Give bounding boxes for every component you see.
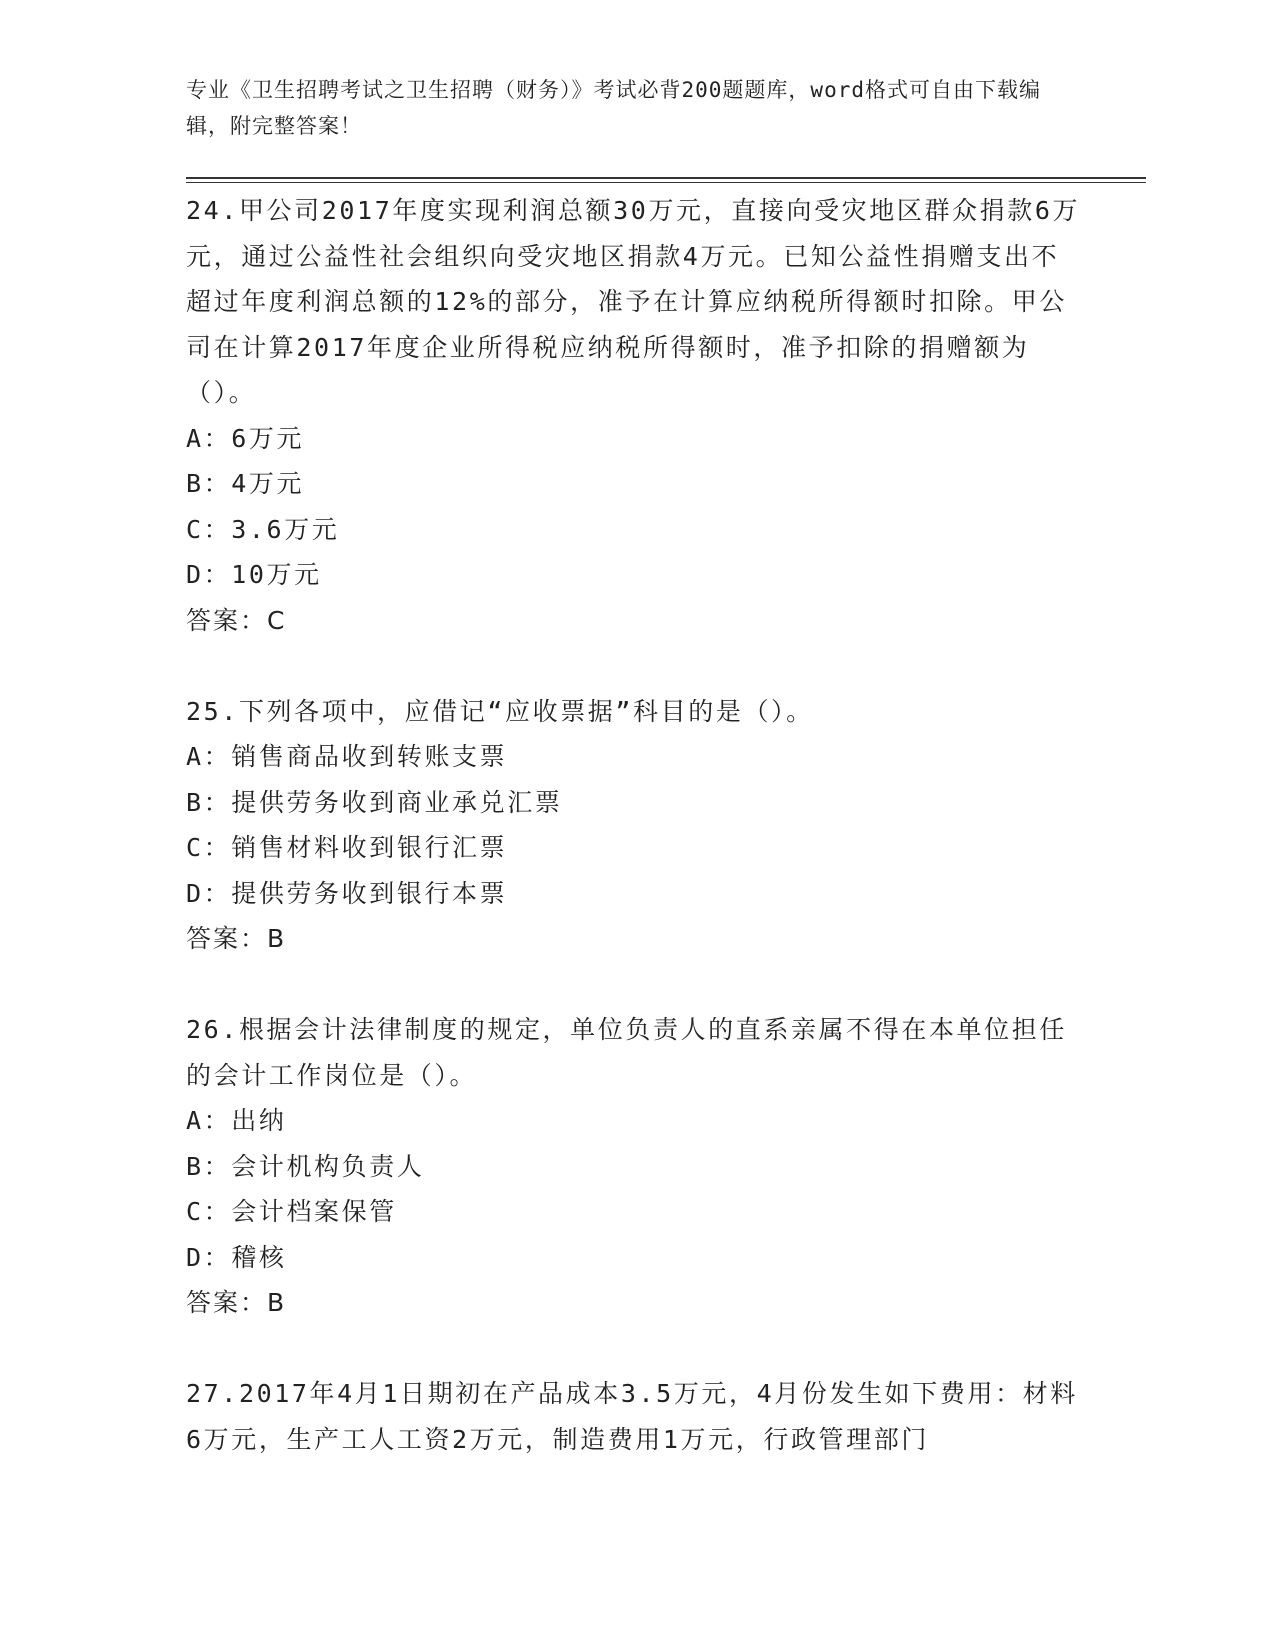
option-d: D：10万元 <box>186 560 322 589</box>
option-b: B：4万元 <box>186 469 305 498</box>
option-a: A：出纳 <box>186 1106 287 1135</box>
option-a: A：6万元 <box>186 423 305 453</box>
question-stem: 27.2017年4月1日期初在产品成本3.5万元，4月份发生如下费用：材料6万元，生产工人工资2万元，制造费用1万元，行政管理部门 <box>186 1379 1078 1454</box>
document-header: 专业《卫生招聘考试之卫生招聘（财务）》考试必背200题题库，word格式可自由下载编辑，附完整答案！ <box>186 78 1041 138</box>
question-stem: 25.下列各项中，应借记“应收票据”科目的是（）。 <box>186 696 814 726</box>
option-d: D：稽核 <box>186 1242 287 1272</box>
question-25 <box>186 689 1086 962</box>
question-list <box>186 188 1086 1508</box>
answer-line: 答案：C <box>186 605 287 635</box>
option-c: C：销售材料收到银行汇票 <box>186 833 508 862</box>
option-b: B：会计机构负责人 <box>186 1151 425 1181</box>
answer-line: 答案：B <box>186 924 287 953</box>
question-stem: 26.根据会计法律制度的规定，单位负责人的直系亲属不得在本单位担任的会计工作岗位是（）。 <box>186 1015 1067 1090</box>
option-c: C：会计档案保管 <box>186 1197 397 1226</box>
option-a: A：销售商品收到转账支票 <box>186 742 508 771</box>
document-page <box>186 0 1146 1650</box>
question-27 <box>186 1371 1086 1462</box>
option-c: C：3.6万元 <box>186 514 340 544</box>
answer-line: 答案：B <box>186 1288 287 1317</box>
header-divider <box>186 177 1146 183</box>
option-d: D：提供劳务收到银行本票 <box>186 878 508 908</box>
question-stem: 24.甲公司2017年度实现利润总额30万元，直接向受灾地区群众捐款6万元，通过公益性社会组织向受灾地区捐款4万元。已知公益性捐赠支出不超过年度利润总额的12%的部分，准予在计算应纳税所得额时扣除。甲公司在计算2017年度企业所得税应纳税所得额时，准予扣除的捐赠额为（）。 <box>186 196 1081 407</box>
question-26 <box>186 1007 1086 1326</box>
option-b: B：提供劳务收到商业承兑汇票 <box>186 787 563 817</box>
question-24 <box>186 188 1086 643</box>
